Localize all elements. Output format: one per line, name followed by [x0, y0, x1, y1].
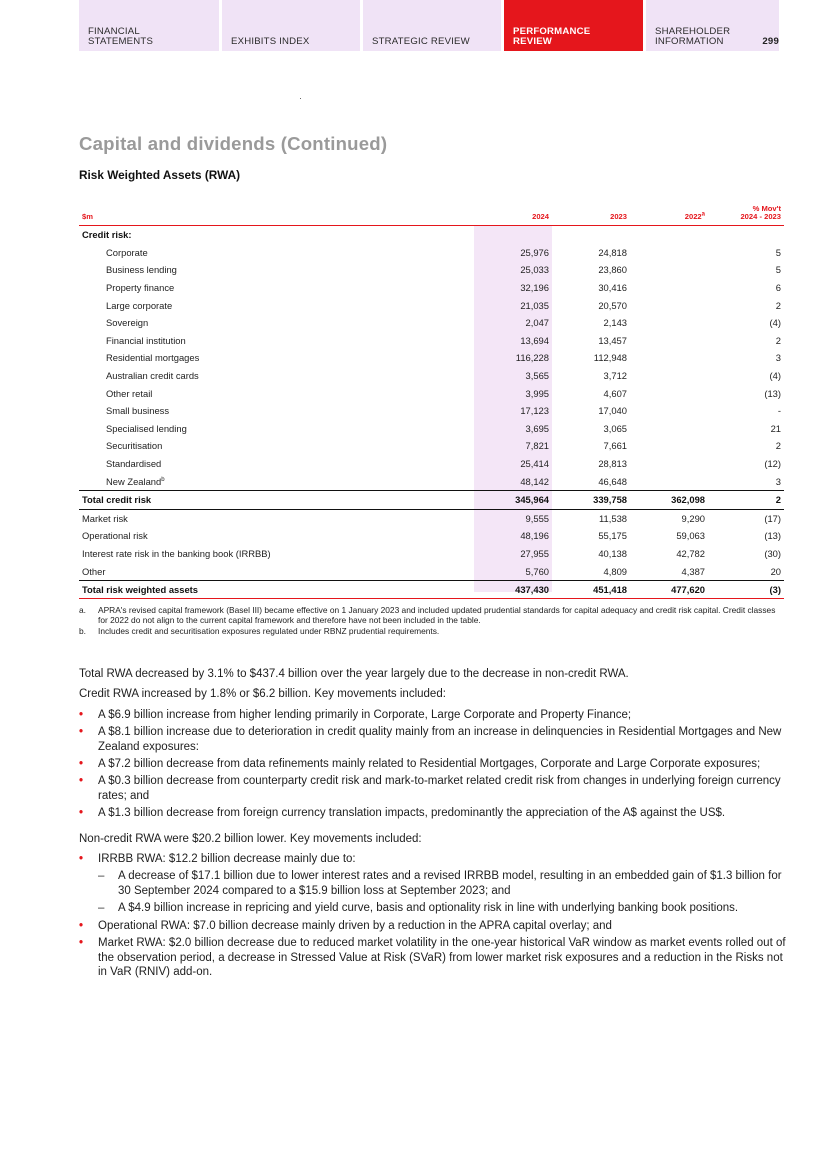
- page-title: Capital and dividends (Continued): [79, 133, 388, 154]
- row-label: Other: [82, 565, 106, 577]
- footnote-a: [79, 605, 784, 625]
- cell-y2024: 3,995: [525, 387, 549, 399]
- table-row: [79, 244, 784, 262]
- cell-y2023: 7,661: [603, 440, 627, 452]
- cell-y2023: 339,758: [552, 490, 630, 509]
- row-label-cell: [79, 332, 474, 350]
- cell-y2023: 30,416: [598, 282, 627, 294]
- row-label-cell: [79, 367, 474, 385]
- rwa-table-body: [79, 226, 784, 599]
- cell-y2024: 25,033: [520, 264, 549, 276]
- table-row: [79, 349, 784, 367]
- cell-mov: 2: [775, 299, 781, 311]
- row-label-cell: [79, 455, 474, 473]
- noncredit-movements-list: [79, 852, 789, 979]
- list-item: • A $7.2 billion decrease from data refinements mainly related to Residential Mortgages, Corporate and Large Corporate exposures;: [79, 757, 789, 771]
- header-2024: 2024: [532, 212, 549, 222]
- cell-mov: 3: [775, 475, 781, 487]
- tab-label-line1: FINANCIAL: [88, 25, 140, 37]
- cell-mov: (17): [708, 509, 784, 527]
- tab-label-line1: SHAREHOLDER: [655, 25, 731, 37]
- footnote-text: APRA's revised capital framework (Basel III) became effective on 1 January 2023 and included updated prudential standards for capital adequacy and credit risk capital. Credit classes for 2022 do not align to the current capital framework and therefore have not been included in the table.: [98, 605, 776, 626]
- row-label-cell: [79, 349, 474, 367]
- cell-mov: 6: [775, 282, 781, 294]
- cell-y2024: 3,695: [525, 422, 549, 434]
- cell-mov: (30): [764, 547, 781, 559]
- cell-y2024: 17,123: [520, 405, 549, 417]
- cell-y2022: [630, 384, 708, 402]
- tab-performance-review[interactable]: [504, 0, 643, 51]
- row-label: Standardised: [106, 458, 162, 470]
- row-label: Interest rate risk in the banking book (IRRBB): [82, 547, 271, 559]
- list-item: • A $6.9 billion increase from higher lending primarily in Corporate, Large Corporate and Property Finance;: [79, 708, 789, 722]
- cell-mov: 2: [708, 490, 784, 509]
- cell-y2023: 28,813: [598, 458, 627, 470]
- cell-y2022: [630, 244, 708, 262]
- row-label: Other retail: [106, 387, 153, 399]
- cell-y2023: 17,040: [598, 405, 627, 417]
- cell-y2024: 32,196: [520, 282, 549, 294]
- cell-y2024: 25,414: [520, 458, 549, 470]
- row-label: Property finance: [106, 282, 175, 294]
- cell-y2022: [630, 279, 708, 297]
- cell-y2023: 13,457: [598, 334, 627, 346]
- cell-mov: 3: [775, 352, 781, 364]
- footnote-text: Includes credit and securitisation exposures regulated under RBNZ prudential requirements.: [98, 626, 440, 637]
- paragraph-noncredit-rwa: Non-credit RWA were $20.2 billion lower. Key movements included:: [79, 832, 422, 845]
- row-label-cell: [79, 296, 474, 314]
- cell-mov: (4): [769, 370, 781, 382]
- cell-y2023: 11,538: [552, 509, 630, 527]
- rwa-table: [79, 196, 784, 599]
- list-item: • A $1.3 billion decrease from foreign currency translation impacts, predominantly the appreciation of the A$ against the US$.: [79, 806, 789, 820]
- row-label: Financial institution: [106, 334, 186, 346]
- cell-y2024: 21,035: [520, 299, 549, 311]
- header-2023: 2023: [610, 212, 627, 222]
- row-label-cell: [79, 545, 474, 563]
- cell-y2022: [630, 314, 708, 332]
- tab-label-line2: REVIEW: [513, 36, 553, 48]
- tab-label-line2: STATEMENTS: [88, 36, 154, 48]
- tab-label-line2: EXHIBITS INDEX: [231, 36, 310, 48]
- cell-y2023: 451,418: [552, 580, 630, 599]
- list-item: • A $0.3 billion decrease from counterparty credit risk and mark-to-market related credit risk from changes in underlying foreign currency rates; and: [79, 774, 789, 803]
- cell-mov: 2: [775, 440, 781, 452]
- paragraph-total-rwa: Total RWA decreased by 3.1% to $437.4 billion over the year largely due to the decrease in non-credit RWA.: [79, 668, 629, 680]
- cell-mov: (13): [764, 387, 781, 399]
- row-label: New Zealand: [106, 475, 162, 487]
- row-label: Market risk: [82, 512, 128, 524]
- table-row: [79, 314, 784, 332]
- table-row: [79, 384, 784, 402]
- row-label: Business lending: [106, 264, 177, 276]
- row-label: Total credit risk: [82, 494, 152, 506]
- cell-y2024: 7,821: [525, 440, 549, 452]
- cell-y2023: 40,138: [598, 547, 627, 559]
- row-label-cell: [79, 472, 474, 490]
- footnote-ref-a: a: [701, 211, 705, 218]
- table-row: [79, 420, 784, 438]
- header-movement: [708, 196, 784, 226]
- cell-y2023: 46,648: [598, 475, 627, 487]
- cell-y2023: 20,570: [598, 299, 627, 311]
- row-label: Australian credit cards: [106, 370, 199, 382]
- sub-list-item: – A $4.9 billion increase in repricing and yield curve, basis and optionality risk in line with underlying banking book positions.: [79, 901, 789, 915]
- table-row: [79, 527, 784, 545]
- list-item: • A $8.1 billion increase due to deterioration in credit quality mainly from an increase in delinquencies in Residential Mortgages and New Zealand exposures:: [79, 725, 789, 754]
- decorative-dot: [300, 98, 301, 99]
- header-label: $m: [82, 212, 93, 222]
- cell-y2023: 55,175: [598, 530, 627, 542]
- list-item: • Operational RWA: $7.0 billion decrease mainly driven by a reduction in the APRA capital overlay; and: [79, 919, 789, 933]
- table-row: [79, 367, 784, 385]
- cell-y2022: 59,063: [676, 530, 705, 542]
- cell-mov: 5: [775, 264, 781, 276]
- credit-movements-list: [79, 708, 789, 821]
- row-label-cell: [79, 261, 474, 279]
- table-row: [79, 509, 784, 527]
- table-row: [79, 261, 784, 279]
- section-subtitle: Risk Weighted Assets (RWA): [79, 168, 241, 182]
- row-label-cell: [79, 527, 474, 545]
- table-row: [79, 580, 784, 599]
- cell-y2022: 362,098: [630, 490, 708, 509]
- cell-y2024: 9,555: [474, 509, 552, 527]
- cell-mov: 21: [770, 422, 781, 434]
- cell-mov: -: [777, 405, 781, 417]
- tab-strategic-review[interactable]: [363, 0, 501, 51]
- cell-y2024: 345,964: [474, 490, 552, 509]
- cell-y2024: 48,196: [520, 530, 549, 542]
- row-label-cell: [79, 562, 474, 580]
- row-label: Total risk weighted assets: [82, 584, 199, 596]
- tab-financial-statements[interactable]: [79, 0, 219, 51]
- footnote-ref-b: b: [161, 476, 165, 483]
- cell-y2023: 3,065: [603, 422, 627, 434]
- footnote-marker: b.: [79, 626, 86, 637]
- header-2022: [630, 196, 708, 226]
- cell-y2022: [630, 472, 708, 490]
- row-label: Residential mortgages: [106, 352, 200, 364]
- cell-y2022: [630, 261, 708, 279]
- table-row: [79, 562, 784, 580]
- rwa-table-container: [79, 196, 784, 599]
- table-row: [79, 279, 784, 297]
- tab-label-line2: STRATEGIC REVIEW: [372, 36, 470, 48]
- cell-y2022: 477,620: [630, 580, 708, 599]
- cell-y2024: 48,142: [520, 475, 549, 487]
- row-label-cell: [79, 279, 474, 297]
- cell-y2023: 112,948: [593, 352, 627, 364]
- row-label: Sovereign: [106, 317, 149, 329]
- cell-mov: (4): [769, 317, 781, 329]
- cell-y2023: 3,712: [603, 370, 627, 382]
- row-label-cell: [79, 580, 474, 599]
- row-label: Large corporate: [106, 299, 173, 311]
- sub-list-item: – A decrease of $17.1 billion due to lower interest rates and a revised IRRBB model, resulting in an embedded gain of $1.3 billion for 30 September 2024 compared to a $15.9 billion loss at September 2023; and: [79, 869, 789, 898]
- cell-y2022: [630, 367, 708, 385]
- top-navigation: [79, 0, 784, 51]
- list-item: • IRRBB RWA: $12.2 billion decrease mainly due to:: [79, 852, 789, 866]
- header-movement-line2: 2024 - 2023: [740, 212, 781, 222]
- cell-y2024: 25,976: [520, 246, 549, 258]
- row-label: Credit risk:: [82, 229, 132, 241]
- credit-risk-header-row: [79, 226, 784, 244]
- cell-y2022: [630, 420, 708, 438]
- row-label-cell: [79, 384, 474, 402]
- cell-y2022: [630, 437, 708, 455]
- cell-y2024: 3,565: [525, 370, 549, 382]
- header-movement-line1: % Mov't: [752, 203, 781, 213]
- list-item: • Market RWA: $2.0 billion decrease due to reduced market volatility in the one-year historical VaR window as market events rolled out of the observation period, a decrease in Stressed Value at Risk (SVaR) from lower market risk exposures and a reduction in the Risks not in VaR (RNIV) add-on.: [79, 936, 789, 979]
- table-row: [79, 545, 784, 563]
- cell-mov: 5: [775, 246, 781, 258]
- tab-label-line1: PERFORMANCE: [513, 25, 591, 37]
- tab-exhibits-index[interactable]: [222, 0, 360, 51]
- tab-shareholder-information[interactable]: [646, 0, 779, 51]
- row-label-cell: [79, 402, 474, 420]
- cell-mov: 2: [775, 334, 781, 346]
- cell-y2023: 4,607: [603, 387, 627, 399]
- row-label: Specialised lending: [106, 422, 187, 434]
- table-header-row: [79, 196, 784, 226]
- row-label-cell: [79, 314, 474, 332]
- row-label: Operational risk: [82, 530, 148, 542]
- cell-y2024: 437,430: [474, 580, 552, 599]
- cell-y2024: 5,760: [525, 565, 549, 577]
- cell-y2022: 4,387: [681, 565, 705, 577]
- cell-y2024: 13,694: [520, 334, 549, 346]
- page-number: 299: [762, 36, 779, 48]
- row-label: Securitisation: [106, 440, 163, 452]
- cell-y2022: [630, 455, 708, 473]
- cell-y2022: 42,782: [676, 547, 705, 559]
- cell-y2024: 2,047: [525, 317, 549, 329]
- row-label-cell: [79, 244, 474, 262]
- commentary: [79, 667, 789, 982]
- cell-y2023: 2,143: [603, 317, 627, 329]
- cell-mov: (13): [764, 530, 781, 542]
- cell-mov: (12): [764, 458, 781, 470]
- row-label-cell: [79, 437, 474, 455]
- cell-y2023: 4,809: [603, 565, 627, 577]
- tab-label-line2: INFORMATION: [655, 36, 724, 48]
- cell-y2024: 116,228: [515, 352, 549, 364]
- cell-y2024: 27,955: [520, 547, 549, 559]
- cell-y2023: 23,860: [598, 264, 627, 276]
- table-row: [79, 490, 784, 509]
- footnotes: [79, 605, 784, 638]
- table-row: [79, 455, 784, 473]
- row-label-cell: [79, 509, 474, 527]
- footnote-b: [79, 626, 784, 636]
- cell-y2023: 24,818: [598, 246, 627, 258]
- table-row: [79, 296, 784, 314]
- row-label: Corporate: [106, 246, 148, 258]
- table-row: [79, 402, 784, 420]
- table-row: [79, 437, 784, 455]
- table-row: [79, 472, 784, 490]
- cell-y2022: [630, 296, 708, 314]
- row-label-cell: [79, 490, 474, 509]
- cell-mov: 20: [770, 565, 781, 577]
- table-row: [79, 332, 784, 350]
- row-label: Small business: [106, 405, 170, 417]
- row-label-cell: [79, 420, 474, 438]
- paragraph-credit-rwa: Credit RWA increased by 1.8% or $6.2 billion. Key movements included:: [79, 688, 446, 701]
- cell-y2022: 9,290: [630, 509, 708, 527]
- cell-y2022: [630, 349, 708, 367]
- cell-mov: (3): [708, 580, 784, 599]
- cell-y2022: [630, 332, 708, 350]
- footnote-marker: a.: [79, 605, 86, 615]
- header-2022-text: 2022: [684, 212, 702, 222]
- cell-y2022: [630, 402, 708, 420]
